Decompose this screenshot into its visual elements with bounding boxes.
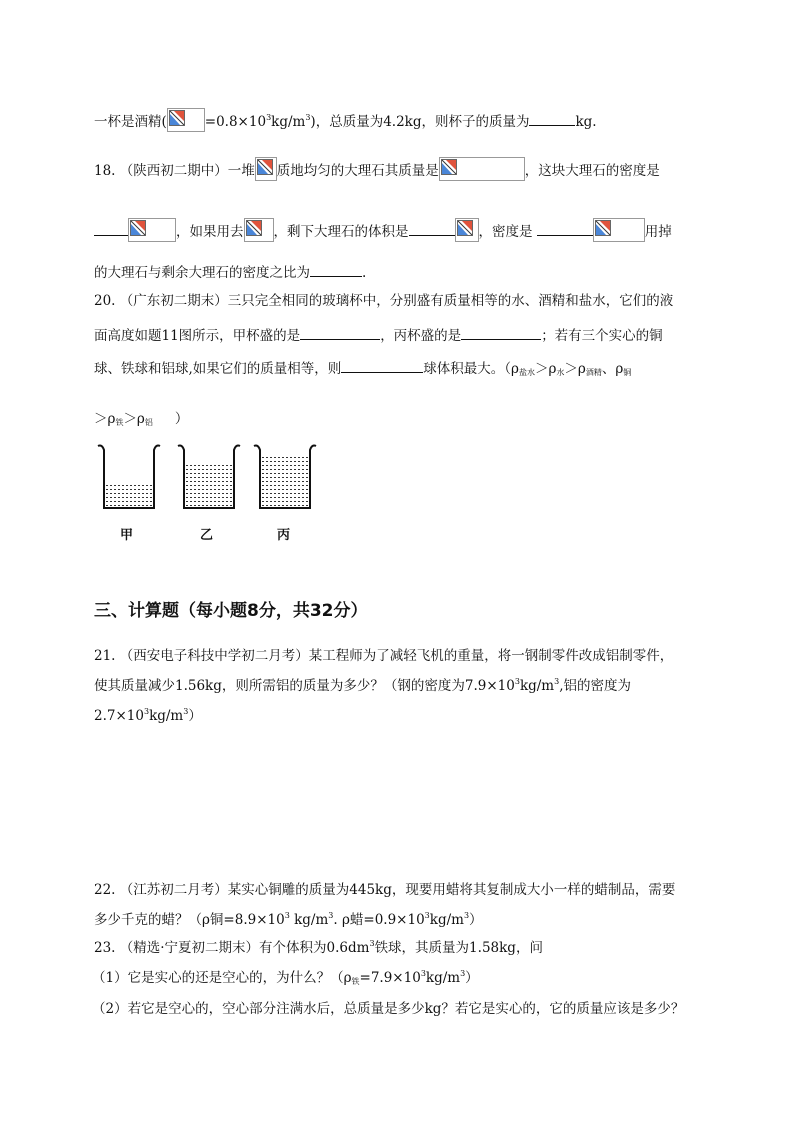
q23-line-1: 23. （精选·宁夏初二期末）有个体积为$0.6dm^3$铁球，其质量为1.58kg，问 [94, 939, 543, 956]
answer-blank[interactable] [94, 221, 128, 236]
beaker-bing [254, 446, 316, 509]
image-placeholder [167, 108, 205, 132]
beaker-jia [98, 446, 160, 509]
image-placeholder [244, 218, 274, 242]
q17-line: 一杯是酒精( $=0.8\times 10^3kg/m^3$)，总质量为4.2kg，则杯子的质量为 kg. [94, 108, 597, 132]
beaker-yi [178, 446, 240, 509]
q23-part-1: （1）它是实心的还是空心的，为什么？$(\rho_铁=7.9\times 10^3kg/m^3)$ [92, 969, 479, 986]
broken-image-icon [441, 159, 457, 175]
answer-blank[interactable] [310, 262, 362, 277]
label-bing: 丙 [277, 528, 291, 543]
q18-line-2: ，如果用去 ，剩下大理石的体积是 ，密度是 用掉 [94, 218, 672, 242]
image-placeholder [593, 218, 645, 242]
image-placeholder [455, 218, 479, 242]
q18-line-3: 的大理石与剩余大理石的密度之比为 . [94, 262, 366, 283]
answer-blank[interactable] [537, 221, 593, 236]
answer-blank[interactable] [341, 358, 423, 373]
q21-line-3: $2.7\times 10^3kg/m^3$） [94, 707, 202, 724]
q18-line: 18. （陕西初二期中）一堆 质地均匀的大理石其质量是 ，这块大理石的密度是 [94, 157, 660, 181]
answer-blank[interactable] [529, 111, 575, 126]
broken-image-icon [130, 220, 146, 236]
image-placeholder [128, 218, 176, 242]
beakers-figure [94, 440, 334, 520]
image-placeholder [439, 157, 525, 181]
q20-line-2: 面高度如题11图所示，甲杯盛的是 ，丙杯盛的是 ；若有三个实心的铜 [94, 325, 663, 346]
q20-line-1: 20. （广东初二期末）三只完全相同的玻璃杯中，分别盛有质量相等的水、酒精和盐水，它们的液 [94, 293, 674, 309]
broken-image-icon [595, 220, 611, 236]
q20-line-3: 球、铁球和铝球,如果它们的质量相等，则 球体积最大。（$\rho_{盐水}>\rho_水>\rho_{酒精}$、$\rho_铜$ [94, 358, 631, 379]
q20-line-4: $>\rho_铁>\rho_铝$ ） [94, 411, 189, 427]
label-yi: 乙 [200, 528, 214, 543]
label-jia: 甲 [120, 528, 134, 543]
q21-line-2: 使其质量减少1.56kg，则所需铝的质量为多少？（钢的密度为$7.9\times 10^3kg/m^3$,铝的密度为 [94, 677, 631, 694]
q22-line-1: 22. （江苏初二月考）某实心铜雕的质量为445kg，现要用蜡将其复制成大小一样的蜡制品，需要 [94, 882, 676, 898]
image-placeholder [255, 157, 277, 181]
answer-blank[interactable] [461, 325, 541, 340]
section-heading: 三、计算题（每小题8分，共32分） [94, 601, 368, 621]
q21-line-1: 21. （西安电子科技中学初二月考）某工程师为了减轻飞机的重量，将一钢制零件改成铝制零件， [94, 648, 674, 664]
broken-image-icon [246, 220, 262, 236]
answer-blank[interactable] [409, 221, 455, 236]
broken-image-icon [457, 220, 473, 236]
q17-text-a: 一杯是酒精( [94, 114, 167, 130]
broken-image-icon [169, 110, 185, 126]
broken-image-icon [257, 159, 273, 175]
answer-blank[interactable] [300, 325, 380, 340]
q22-line-2: 多少千克的蜡？（ρ铜$=8.9\times 10^3$ $kg/m^3$. ρ蜡$=0.9\times 10^3kg/m^3$） [94, 911, 483, 928]
q23-part-2: （2）若它是空心的，空心部分注满水后，总质量是多少kg？若它是实心的，它的质量应该是多少？ [92, 1001, 685, 1017]
